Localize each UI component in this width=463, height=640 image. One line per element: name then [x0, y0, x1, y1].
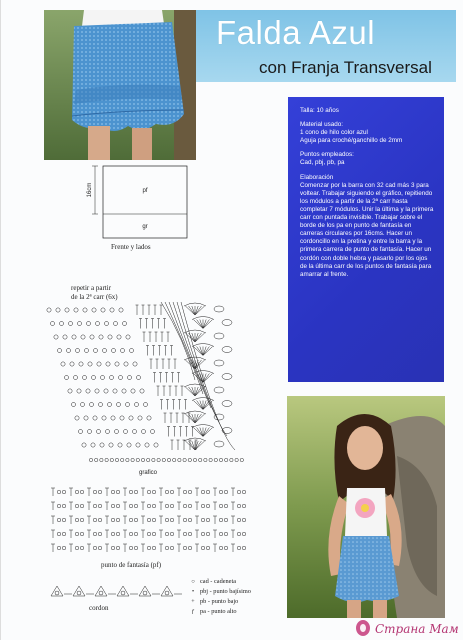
- page-title: Falda Azul: [216, 14, 376, 51]
- size-text: Talla: 10 años: [300, 107, 339, 114]
- materials-title: Material usado:: [300, 121, 344, 129]
- materials-block: [300, 121, 436, 145]
- pattern-stitch-caption: punto de fantasía (pf): [101, 561, 162, 569]
- legend-symbol: •: [191, 589, 195, 595]
- chart-caption: grafico: [139, 470, 158, 476]
- crochet-chart: [45, 300, 247, 468]
- instructions-title: Elaboración: [300, 173, 334, 181]
- legend-text: pbj - punto bajísimo: [200, 588, 251, 595]
- legend-symbol: ƒ: [191, 609, 195, 615]
- height-label: 16cm: [87, 182, 93, 198]
- model-photo: [287, 396, 445, 618]
- instructions-panel: [288, 97, 444, 382]
- materials-line: 1 cono de hilo color azul: [300, 129, 368, 137]
- cord-caption: cordon: [89, 604, 109, 612]
- stitches-block: [300, 151, 436, 167]
- size-diagram-caption: Frente y lados: [111, 243, 151, 251]
- materials-line: Aguja para croché/ganchillo de 2mm: [300, 137, 403, 145]
- skirt-closeup-photo: [44, 10, 196, 160]
- size-diagram: [85, 164, 195, 250]
- site-watermark: [353, 617, 463, 639]
- legend-item: [189, 577, 251, 587]
- legend-text: pb - punto bajo: [200, 598, 239, 605]
- stitch-legend: [189, 577, 251, 617]
- stitches-title: Puntos empleados:: [300, 151, 354, 159]
- stitches-list: Cad, pbj, pb, pa: [300, 159, 345, 167]
- pattern-stitch-chart: [49, 486, 249, 556]
- legend-symbol: +: [191, 599, 195, 605]
- repeat-note-line1: repetir a partir: [71, 284, 112, 292]
- pf-label: pf: [142, 188, 148, 194]
- watermark-text: Страна Мам: [375, 622, 459, 636]
- page-subtitle: con Franja Transversal: [259, 58, 432, 77]
- legend-symbol: ○: [191, 579, 195, 585]
- legend-item: [189, 607, 251, 617]
- legend-text: cad - cadeneta: [200, 578, 237, 585]
- legend-item: [189, 587, 251, 597]
- gr-label: gr: [142, 224, 148, 230]
- legend-text: pa - punto alto: [200, 608, 237, 615]
- repeat-note-line2: de la 2ª carr (6x): [71, 293, 118, 301]
- legend-item: [189, 597, 251, 607]
- cord-chart: [49, 582, 189, 604]
- instructions-block: [300, 174, 436, 279]
- instructions-text: Comenzar por la barra con 32 cad más 3 para voltear. Trabajar siguiendo el gráfico, repitiendo los módulos a partir de la 2ª carr hasta completar 7 módulos. Unir la última y la primera carr con puntada invisible. Trabajar sobre el borde de los pa en punto de fantasía en carreras circulares por 16cms. Hacer un cordoncillo en la pretina y entre la barra y la primera carrera de punto de fantasía. Hacer un cordón con doble hebra y pasarlo por los ojos de la última carr de los puntos de fantasía para amarrar al frente.: [300, 181, 434, 278]
